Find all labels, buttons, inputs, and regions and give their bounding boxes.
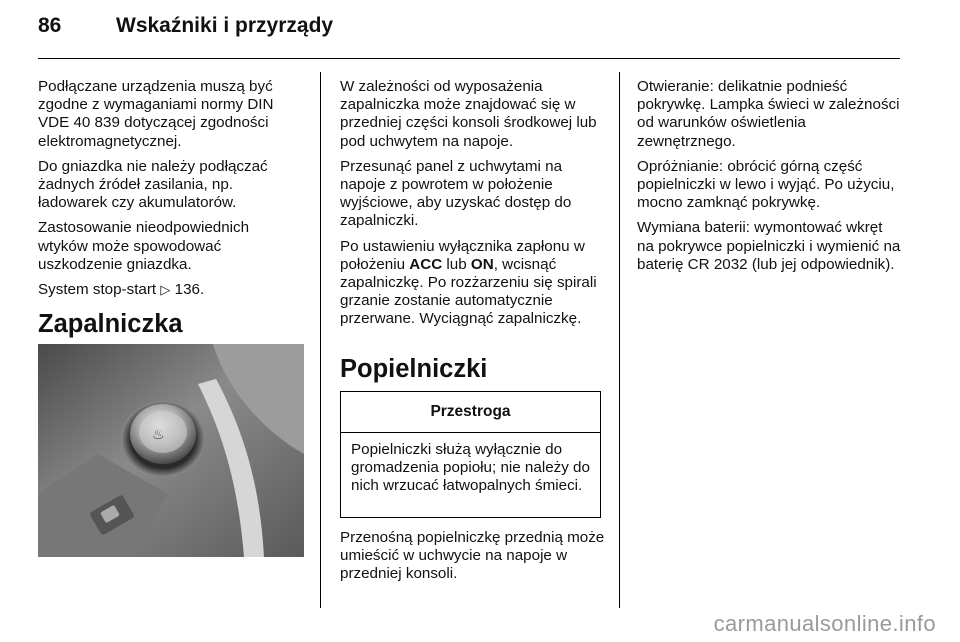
paragraph-din-norm: Podłączane urządzenia muszą być zgodne z wymaganiami normy DIN VDE 40 839 dotyczącej zgodności elektromagnetycznej. — [38, 78, 274, 150]
paragraph-no-power-sources: Do gniazdka nie należy podłączać żadnych źródeł zasilania, np. ładowarek czy akumulatorów. — [38, 157, 268, 212]
column-divider-left — [320, 72, 321, 608]
svg-text:♨: ♨ — [152, 427, 165, 443]
paragraph-slide-panel: Przesunąć panel z uchwytami na napoje z powrotem w położenie wyjściowe, aby uzyskać dostęp do zapalniczki. — [340, 157, 572, 230]
paragraph-lighter-location: W zależności od wyposażenia zapalniczka może znajdować się w przedniej części konsoli środkowej lub pod uchwytem na napoje. — [340, 78, 597, 150]
paragraph-portable-ashtray: Przenośną popielniczkę przednią może umieścić w uchwycie na napoje w przedniej konsoli. — [340, 529, 605, 583]
header-divider — [38, 58, 900, 59]
cross-reference-arrow-icon: ▷ — [160, 282, 171, 298]
caution-title: Przestroga — [341, 392, 600, 433]
caution-text: Popielniczki służą wyłącznie do gromadzenia popiołu; nie należy do nich wrzucać łatwopalnych śmieci. — [351, 441, 590, 495]
paragraph-ignition-instructions — [340, 238, 605, 329]
stop-start-page-link[interactable]: 136. — [174, 281, 205, 299]
ignition-text-start: Po ustawieniu wyłącznika zapłonu w położeniu — [340, 237, 585, 273]
paragraph-opening: Otwieranie: delikatnie podnieść pokrywkę. Lampka świeci w zależności od warunków oświetlenia zewnętrznego. — [637, 78, 900, 150]
column-3 — [637, 78, 902, 281]
page-number: 86 — [38, 14, 62, 37]
section-heading-ashtrays: Popielniczki — [340, 355, 488, 383]
column-divider-right — [619, 72, 620, 608]
section-heading-cigarette-lighter: Zapalniczka — [38, 310, 183, 338]
paragraph-battery-replacement: Wymiana baterii: wymontować wkręt na pokrywce popielniczki i wymienić na baterię CR 2032 (lub jej odpowiednik). — [637, 219, 901, 273]
ignition-text-end: , wcisnąć zapalniczkę. Po rozżarzeniu się spirali grzanie zostanie automatycznie przerwane. Wyciągnąć zapalniczkę. — [340, 255, 597, 328]
chapter-title: Wskaźniki i przyrządy — [116, 14, 334, 37]
paragraph-stop-start-reference — [38, 281, 303, 299]
watermark: carmanualsonline.info — [713, 611, 936, 636]
ignition-text-or: lub — [446, 255, 467, 273]
paragraph-emptying: Opróżnianie: obrócić górną część popielniczki w lewo i wyjąć. Po użyciu, mocno zamknąć pokrywkę. — [637, 157, 895, 212]
column-1 — [38, 78, 303, 306]
column-2 — [340, 78, 605, 336]
cigarette-lighter-photo — [38, 344, 304, 557]
stop-start-text: System stop-start — [38, 281, 157, 299]
paragraph-unsuitable-plugs: Zastosowanie nieodpowiednich wtyków może spowodować uszkodzenie gniazdka. — [38, 219, 250, 273]
on-label: ON — [470, 255, 494, 273]
caution-box — [340, 391, 601, 518]
acc-label: ACC — [409, 255, 443, 273]
